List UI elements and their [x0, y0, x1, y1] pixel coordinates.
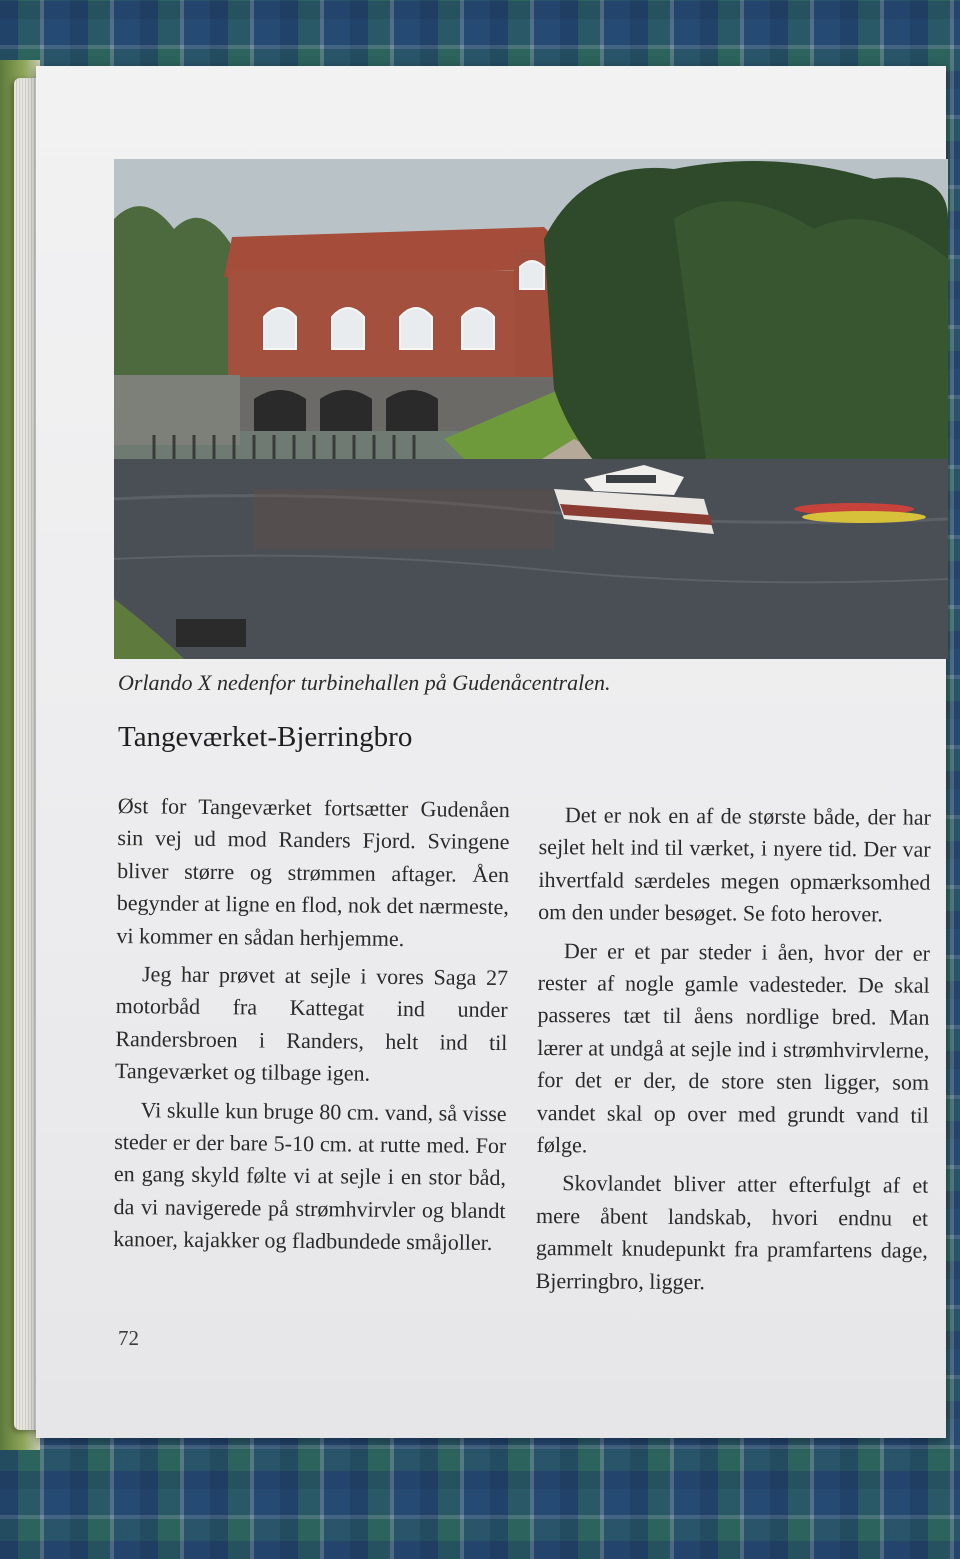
photo-illustration	[114, 159, 948, 659]
page-number: 72	[118, 1326, 139, 1350]
paragraph: Vi skulle kun bruge 80 cm. vand, så visse steder er der bare 5-10 cm. at rutte med. For en gang skyld følte vi at sejle i en stor båd, da vi navigerede på strømhvirvler og blandt kanoer, kajakker og fladbundede småjoller.	[113, 1096, 507, 1256]
paragraph: Øst for Tangeværket fortsætter Gudenåen sin vej ud mod Randers Fjord. Svingene bliver større og strømmen aftager. Åen begynder at ligne en flod, nok det nærmeste, vi kommer en sådan herhjemme.	[116, 792, 510, 951]
right-column	[535, 799, 931, 1306]
book-page	[36, 66, 946, 1438]
left-column	[113, 790, 510, 1266]
paragraph: Skovlandet bliver atter efterfulgt af et mere åbent landskab, hvori endnu et gammelt knudepunkt fra pramfartens dage, Bjerringbro, ligger.	[535, 1170, 929, 1294]
photo-turbine-hall	[114, 159, 948, 659]
paragraph: Der er et par steder i åen, hvor der er rester af nogle gamle vadesteder. De skal passeres tæt til åens nordlige bred. Man lærer at undgå at sejle ind i strømhvirvlerne, for det er der, de store sten ligger, som vandet skal op over med grundt vand til følge.	[536, 937, 931, 1158]
paragraph: Jeg har prøvet at sejle i vores Saga 27 motorbåd fra Kattegat ind under Randersbroen i Randers, helt ind til Tangeværket og tilbage igen.	[114, 961, 509, 1086]
paragraph: Det er nok en af de største både, der har sejlet helt ind til værket, i nyere tid. Der var ihvertfald særdeles megen opmærksomhed om den under besøget. Se foto herover.	[538, 802, 931, 927]
section-heading: Tangeværket-Bjerringbro	[118, 721, 413, 753]
photo-caption: Orlando X nedenfor turbinehallen på Gudenåcentralen.	[118, 670, 611, 695]
